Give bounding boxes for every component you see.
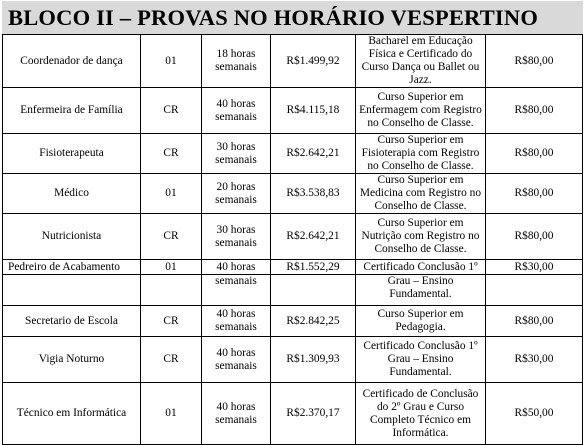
taxa-cell: R$50,00 <box>486 383 583 445</box>
taxa-cell: R$30,00 <box>486 337 583 383</box>
salario-cell: R$2.370,17 <box>271 383 356 445</box>
table-row <box>3 337 583 383</box>
vagas-cell: CR <box>141 88 202 134</box>
requisito-cell: Curso Superior em Enfermagem com Registro no Conselho de Classe. <box>356 88 486 134</box>
taxa-cell: R$80,00 <box>486 214 583 260</box>
cargo-cell: Enfermeira de Família <box>3 88 141 134</box>
salario-cell: R$3.538,83 <box>271 174 356 214</box>
vagas-cell: CR <box>141 306 202 337</box>
table-row <box>3 174 583 214</box>
taxa-cell <box>486 275 583 306</box>
carga-cell: 40 horas <box>202 260 271 275</box>
vagas-cell: CR <box>141 134 202 174</box>
taxa-cell: R$30,00 <box>486 260 583 275</box>
cargo-cell: Secretario de Escola <box>3 306 141 337</box>
carga-cell: 30 horas semanais <box>202 214 271 260</box>
vagas-cell <box>141 275 202 306</box>
vagas-cell: 01 <box>141 174 202 214</box>
salario-cell: R$2.642,21 <box>271 214 356 260</box>
taxa-cell: R$80,00 <box>486 134 583 174</box>
vagas-cell: CR <box>141 214 202 260</box>
cargo-cell: Nutricionista <box>3 214 141 260</box>
requisito-cell: Bacharel em Educação Física e Certificado do Curso Dança ou Ballet ou Jazz. <box>356 35 486 88</box>
vagas-cell: 01 <box>141 260 202 275</box>
salario-cell: R$4.115,18 <box>271 88 356 134</box>
requisito-cell: Curso Superior em Nutrição com Registro no Conselho de Classe. <box>356 214 486 260</box>
block-title: BLOCO II – PROVAS NO HORÁRIO VESPERTINO <box>2 1 583 34</box>
cargo-cell: Coordenador de dança <box>3 35 141 88</box>
cargo-cell: Fisioterapeuta <box>3 134 141 174</box>
carga-cell: semanais <box>202 275 271 306</box>
vagas-cell: 01 <box>141 35 202 88</box>
carga-cell: 18 horas semanais <box>202 35 271 88</box>
taxa-cell: R$80,00 <box>486 88 583 134</box>
carga-cell: 40 horas semanais <box>202 88 271 134</box>
carga-cell: 40 horas semanais <box>202 337 271 383</box>
requisito-cell: Curso Superior em Medicina com Registro no Conselho de Classe. <box>356 174 486 214</box>
table-row <box>3 260 583 275</box>
carga-cell: 40 horas semanais <box>202 306 271 337</box>
taxa-cell: R$80,00 <box>486 306 583 337</box>
carga-cell: 30 horas semanais <box>202 134 271 174</box>
positions-table <box>2 34 583 445</box>
requisito-cell: Curso Superior em Fisioterapia com Registro no Conselho de Classe. <box>356 134 486 174</box>
cargo-cell: Vigia Noturno <box>3 337 141 383</box>
salario-cell: R$1.499,92 <box>271 35 356 88</box>
requisito-cell: Certificado Conclusão 1º Grau – Ensino Fundamental. <box>356 337 486 383</box>
requisito-cell: Certificado Conclusão 1º <box>356 260 486 275</box>
carga-cell: 20 horas semanais <box>202 174 271 214</box>
table-row <box>3 306 583 337</box>
salario-cell: R$2.842,25 <box>271 306 356 337</box>
salario-cell: R$2.642,21 <box>271 134 356 174</box>
requisito-cell: Grau – Ensino Fundamental. <box>356 275 486 306</box>
cargo-cell <box>3 275 141 306</box>
cargo-cell: Técnico em Informática <box>3 383 141 445</box>
taxa-cell: R$80,00 <box>486 35 583 88</box>
vagas-cell: 01 <box>141 383 202 445</box>
taxa-cell: R$80,00 <box>486 174 583 214</box>
cargo-cell: Médico <box>3 174 141 214</box>
table-row <box>3 134 583 174</box>
table-row <box>3 383 583 445</box>
salario-cell: R$1.552,29 <box>271 260 356 275</box>
salario-cell <box>271 275 356 306</box>
table-row <box>3 214 583 260</box>
requisito-cell: Curso Superior em Pedagogia. <box>356 306 486 337</box>
cargo-cell: Pedreiro de Acabamento <box>3 260 141 275</box>
vagas-cell: CR <box>141 337 202 383</box>
table-row <box>3 35 583 88</box>
table-row <box>3 275 583 306</box>
salario-cell: R$1.309,93 <box>271 337 356 383</box>
requisito-cell: Certificado de Conclusão do 2º Grau e Curso Completo Técnico em Informática. <box>356 383 486 445</box>
carga-cell: 40 horas semanais <box>202 383 271 445</box>
table-row <box>3 88 583 134</box>
